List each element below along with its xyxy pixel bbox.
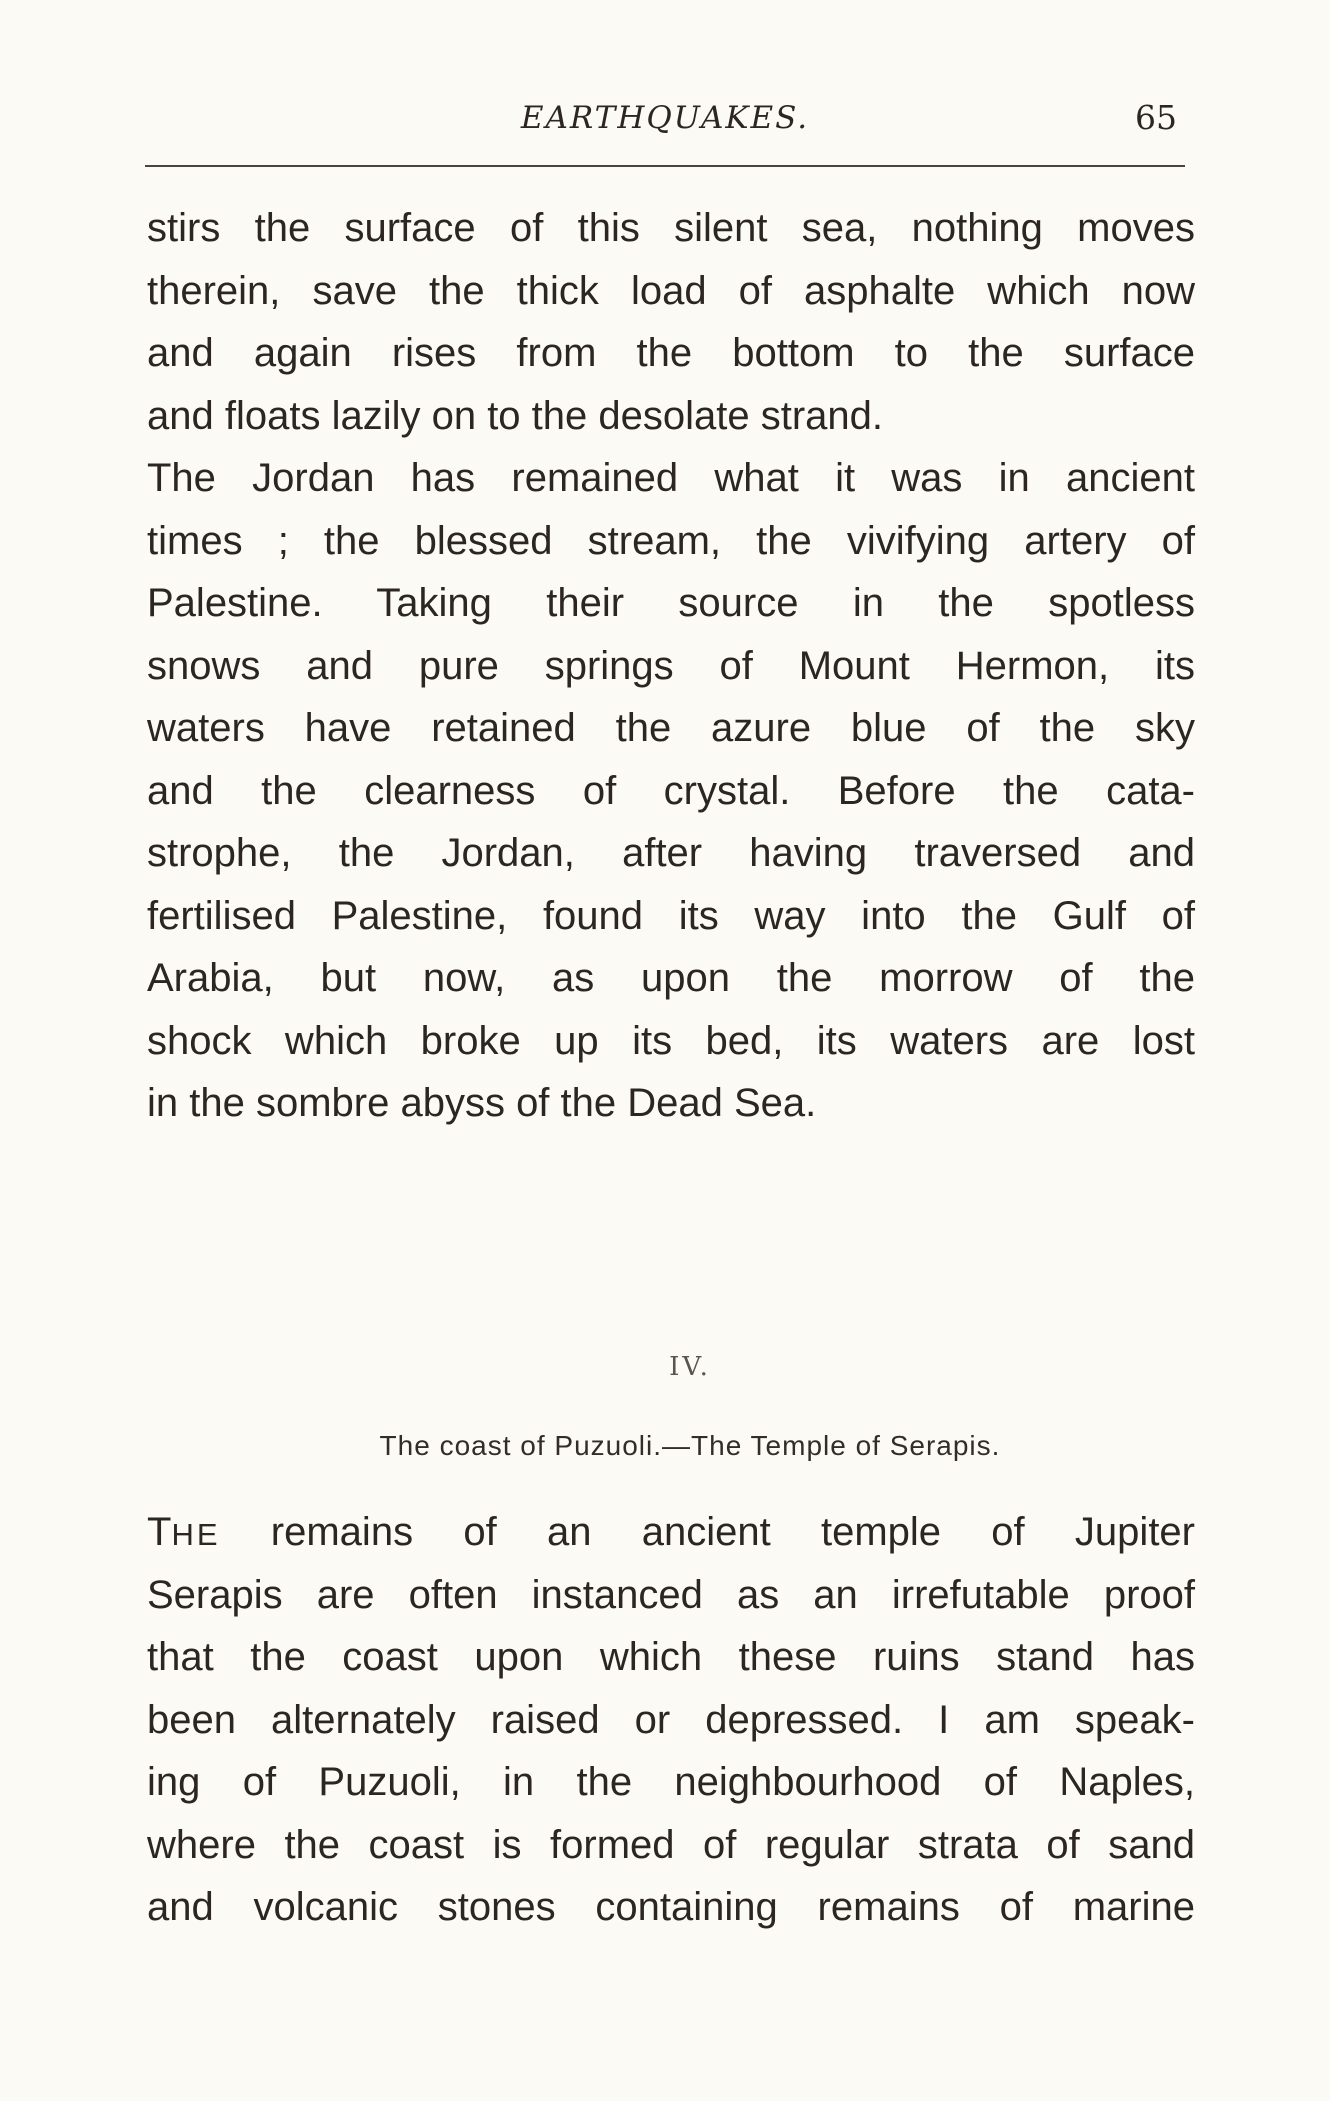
text-line: snows and pure springs of Mount Hermon, its <box>147 643 1195 688</box>
section-heading: The coast of Puzuoli.—The Temple of Serapis. <box>379 1430 1001 1461</box>
header-rule <box>145 165 1185 167</box>
opening-line <box>147 1501 1195 1564</box>
text-line: The Jordan has remained what it was in ancient <box>147 456 1195 500</box>
running-title: EARTHQUAKES. <box>520 100 810 136</box>
paragraph-dead-sea-jordan <box>147 197 1195 1135</box>
text-line: strophe, the Jordan, after having traversed and <box>147 831 1195 875</box>
text-line: Arabia, but now, as upon the morrow of the <box>147 956 1195 1000</box>
section-numeral: IV. <box>669 1352 711 1382</box>
text-line: shock which broke up its bed, its waters are lost <box>147 1018 1195 1063</box>
text-line: in the sombre abyss of the Dead Sea. <box>147 1081 817 1125</box>
text-line: waters have retained the azure blue of the sky <box>147 706 1195 750</box>
text-line: Serapis are often instanced as an irrefutable proof <box>147 1572 1195 1617</box>
text-line: and the clearness of crystal. Before the cata- <box>147 768 1195 813</box>
text-line: that the coast upon which these ruins stand has <box>147 1635 1195 1679</box>
page-number: 65 <box>1135 98 1177 137</box>
opening-line-text: remains of an ancient temple of Jupiter <box>270 1510 1195 1554</box>
text-line: where the coast is formed of regular strata of sand <box>147 1822 1195 1867</box>
small-caps-word: HE <box>171 1517 221 1552</box>
text-line: and volcanic stones containing remains of marine <box>147 1885 1195 1929</box>
paragraph-temple-of-serapis <box>147 1501 1195 1939</box>
running-head <box>145 96 1185 142</box>
text-line: therein, save the thick load of asphalte which now <box>147 268 1195 313</box>
text-line: been alternately raised or depressed. I am speak- <box>147 1697 1195 1742</box>
text-line: fertilised Palestine, found its way into the Gulf of <box>147 893 1195 938</box>
drop-initial: T <box>147 1510 172 1554</box>
text-line: and floats lazily on to the desolate strand. <box>147 393 884 438</box>
text-line: and again rises from the bottom to the surface <box>147 331 1195 375</box>
text-line: times ; the blessed stream, the vivifying artery of <box>147 518 1195 563</box>
text-line: stirs the surface of this silent sea, nothing moves <box>147 206 1195 250</box>
text-line: Palestine. Taking their source in the spotless <box>147 581 1195 625</box>
text-line: ing of Puzuoli, in the neighbourhood of Naples, <box>147 1760 1195 1804</box>
